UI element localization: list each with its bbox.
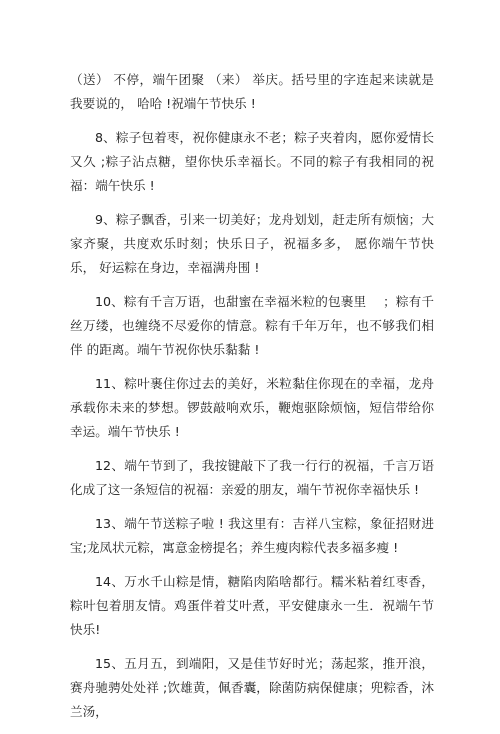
paragraph-14: 14、万水千山粽是情，糖陷肉陷啥都行。糯米粘着红枣香，粽叶包着朋友情。鸡蛋伴着艾叶煮，平安健康永一生．祝端午节 快乐! xyxy=(70,574,434,637)
paragraph-9: 9、粽子飘香，引来一切美好；龙舟划划，赶走所有烦恼；大 家齐聚，共度欢乐时刻；快乐日子，祝福多多， 愿你端午节快乐， 好运粽在身边，幸福满舟围 ! xyxy=(70,212,434,275)
paragraph-13: 13、端午节送粽子啦 ! 我这里有：吉祥八宝粽，象征招财进 宝;龙凤状元粽，寓意金榜提名；养生瘦肉粽代表多福多瘦 ! xyxy=(70,516,434,555)
paragraph-10: 10、粽有千言万语，也甜蜜在幸福米粒的包裹里 ；粽有千丝万缕，也缠绕不尽爱你的情意。粽有千年万年，也不够我们相伴 的距离。端午节祝你快乐黏黏 ! xyxy=(70,294,434,357)
paragraph-15: 15、五月五，到端阳，又是佳节好时光；荡起浆，推开浪， 赛舟驰骋处处祥 ;饮雄黄，佩香囊，除菌防病保健康；兜粽香，沐 兰汤， xyxy=(70,656,434,719)
document-body xyxy=(70,68,434,734)
paragraph-12: 12、端午节到了，我按键敲下了我一行行的祝福，千言万语 化成了这一条短信的祝福：亲爱的朋友，端午节祝你幸福快乐 ! xyxy=(70,458,434,497)
paragraph-8: 8、粽子包着枣，祝你健康永不老；粽子夹着肉，愿你爱情长 又久 ;粽子沾点糖，望你快乐幸福长。不同的粽子有我相同的祝 福：端午快乐 ! xyxy=(70,130,434,193)
paragraph-greeting: （送） 不停，端午团聚 （来） 举庆。括号里的字连起来读就是我要说的， 哈哈 !祝端午节快乐 ! xyxy=(70,72,434,111)
paragraph-11: 11、粽叶裹住你过去的美好，米粒黏住你现在的幸福，龙舟 承载你未来的梦想。锣鼓敲响欢乐，鞭炮驱除烦恼，短信带给你 幸运。端午节快乐 ! xyxy=(70,376,434,439)
